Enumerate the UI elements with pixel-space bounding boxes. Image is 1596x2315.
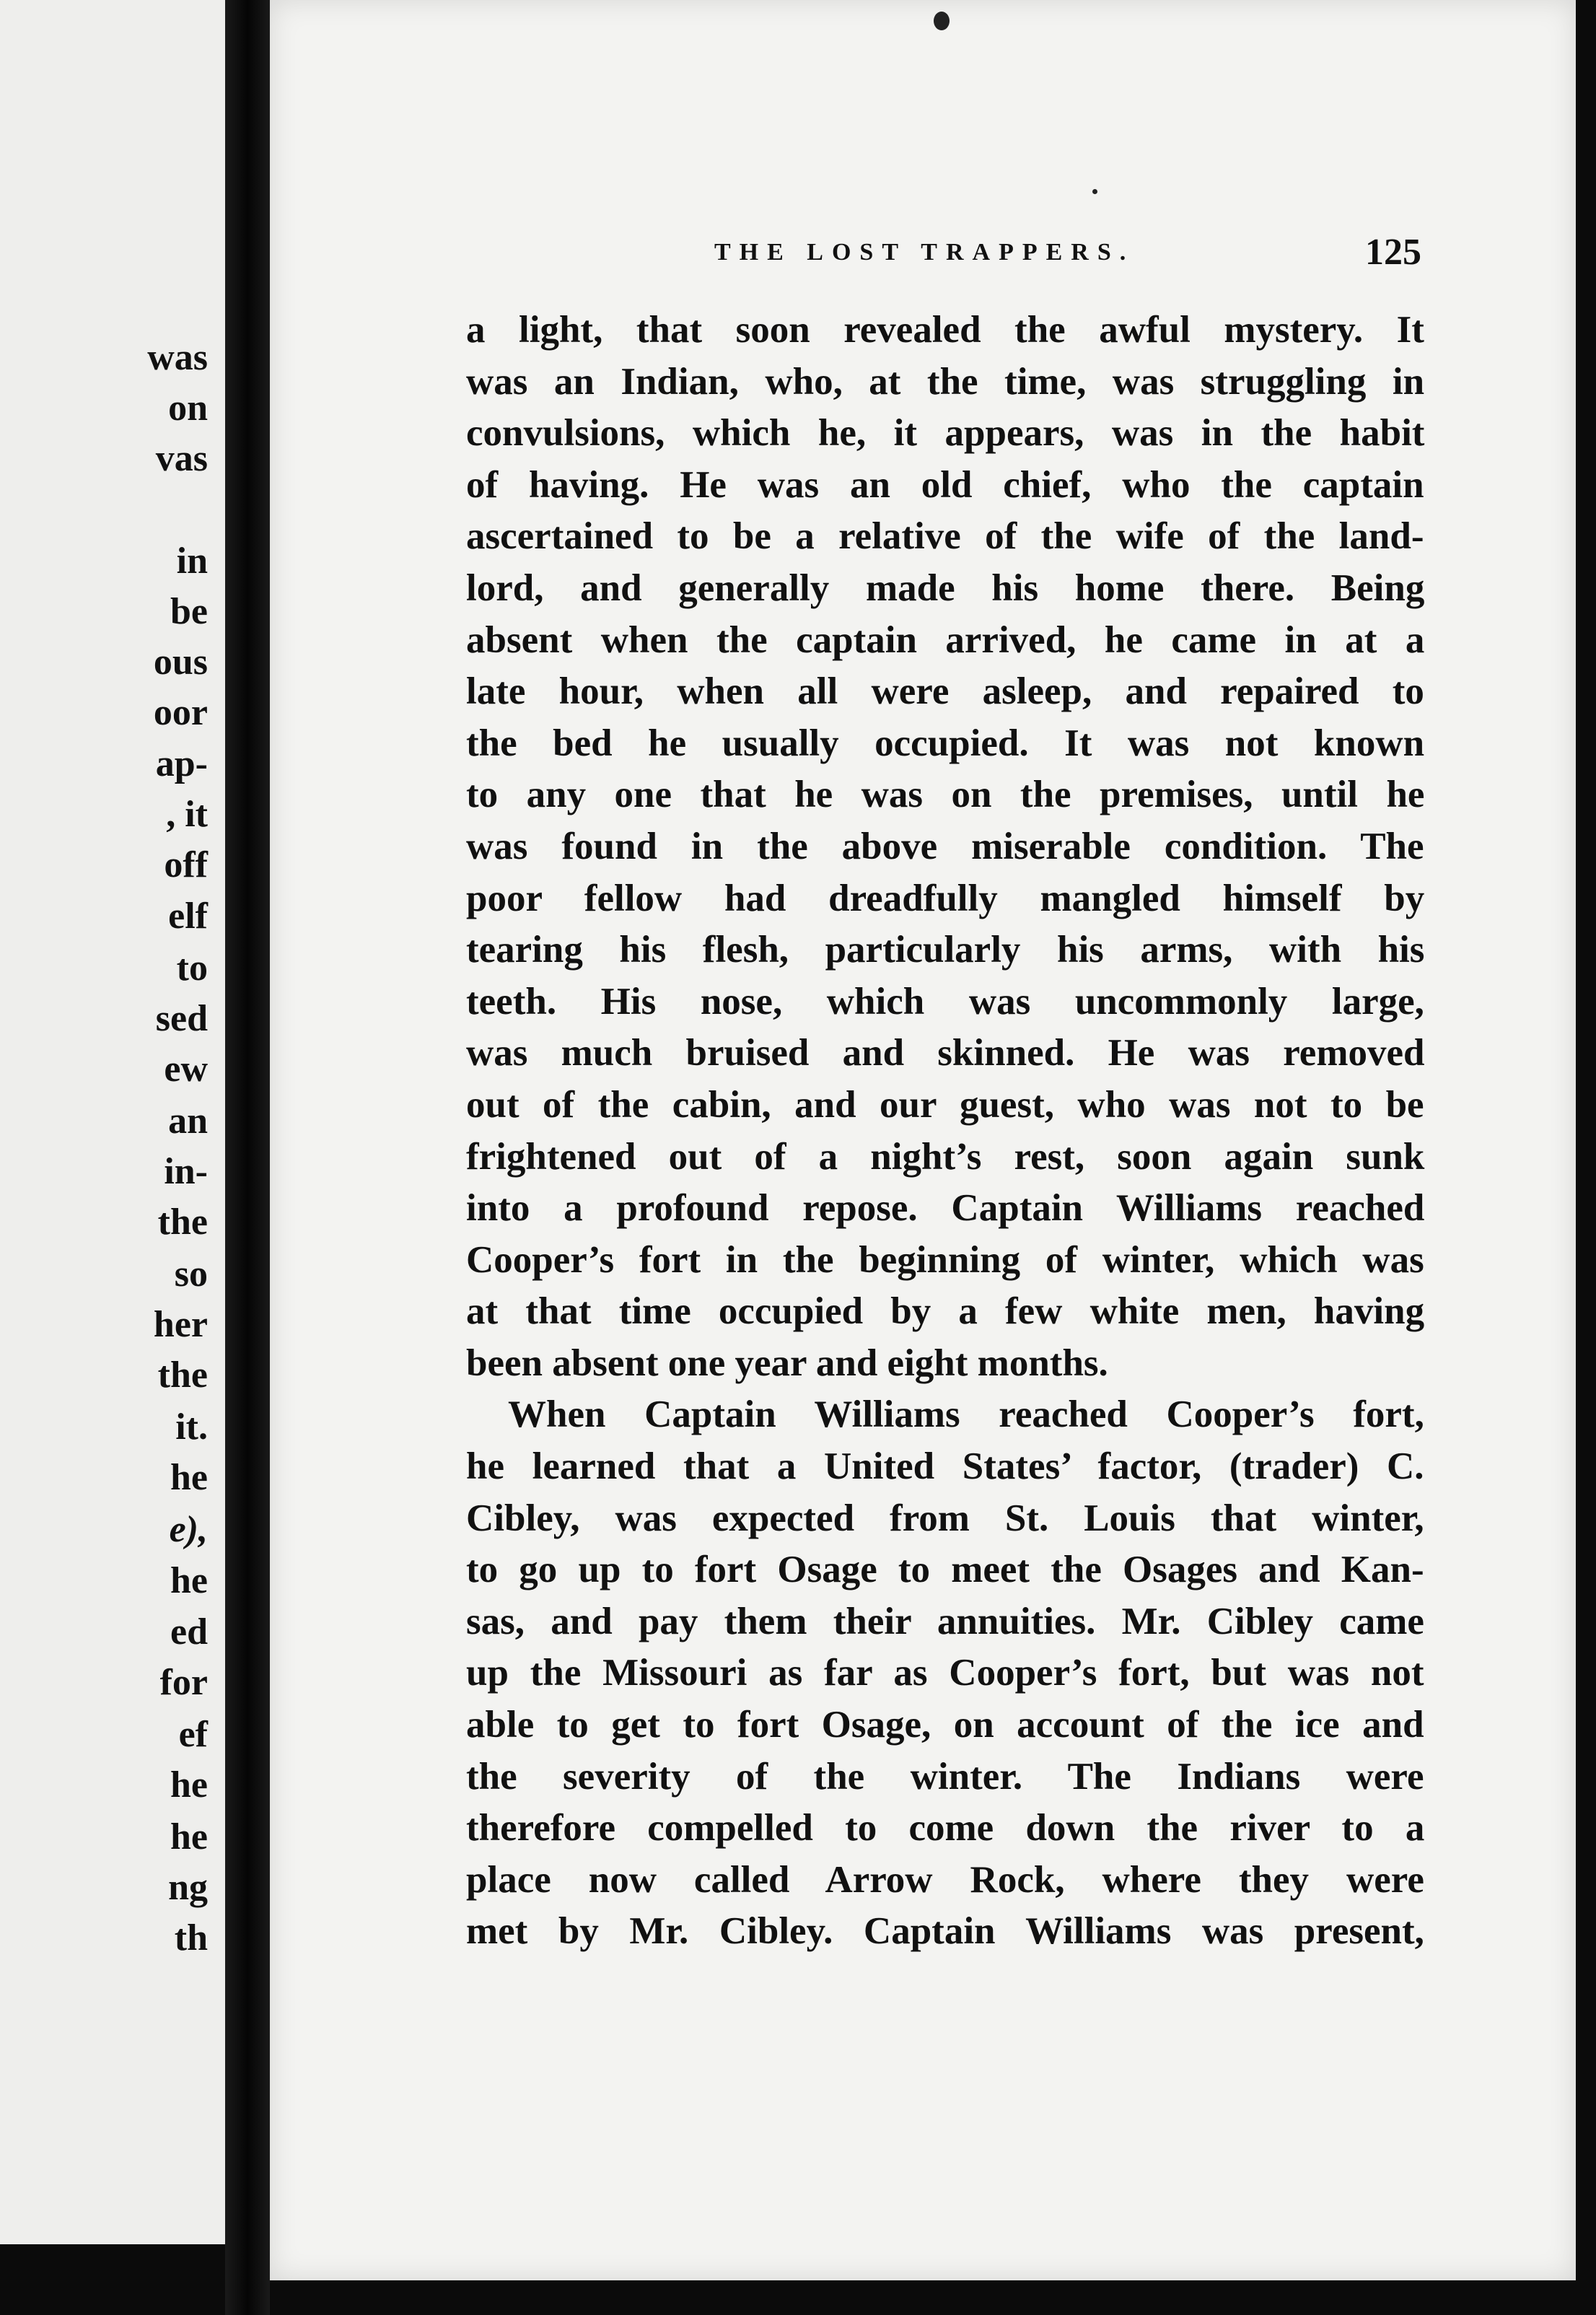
page-number: 125 xyxy=(1365,232,1421,273)
left-fragment: ew xyxy=(164,1049,208,1090)
text-line: was much bruised and skinned. He was removed xyxy=(466,1032,1425,1075)
left-fragment: ed xyxy=(170,1611,208,1653)
left-fragment: vas xyxy=(155,438,208,479)
text-line: the bed he usually occupied. It was not known xyxy=(466,722,1425,764)
text-line: of having. He was an old chief, who the captain xyxy=(466,463,1424,506)
text-line: out of the cabin, and our guest, who was not to be xyxy=(466,1083,1424,1126)
body-text xyxy=(466,305,1424,1958)
left-fragment: ef xyxy=(178,1714,208,1755)
text-line: therefore compelled to come down the river to a xyxy=(466,1807,1425,1850)
text-line-paragraph-start: When Captain Williams reached Cooper’s fort, xyxy=(508,1393,1424,1436)
text-line-paragraph-end: been absent one year and eight months. xyxy=(466,1342,1108,1384)
text-line: place now called Arrow Rock, where they were xyxy=(466,1858,1424,1901)
left-fragment: an xyxy=(168,1100,208,1142)
text-line: frightened out of a night’s rest, soon again sunk xyxy=(466,1135,1425,1178)
text-line: at that time occupied by a few white men, having xyxy=(466,1290,1425,1333)
left-fragment: elf xyxy=(168,896,208,937)
text-line: late hour, when all were asleep, and repaired to xyxy=(466,670,1424,713)
left-fragment: in- xyxy=(164,1151,208,1192)
previous-page-fragment xyxy=(0,0,225,2244)
left-fragment: so xyxy=(174,1253,208,1295)
left-fragment: it. xyxy=(175,1406,208,1448)
text-line: up the Missouri as far as Cooper’s fort, but was not xyxy=(466,1652,1424,1694)
text-line: Cibley, was expected from St. Louis that winter, xyxy=(466,1497,1424,1539)
left-fragment: , it xyxy=(166,794,208,835)
left-fragment: be xyxy=(170,591,208,632)
scan-speck xyxy=(1092,189,1097,194)
left-fragment: for xyxy=(159,1662,208,1703)
text-line: to any one that he was on the premises, until he xyxy=(466,774,1425,816)
text-line: tearing his flesh, particularly his arms, with his xyxy=(466,929,1425,971)
left-fragment: on xyxy=(168,388,208,429)
left-fragment: he xyxy=(170,1764,208,1806)
left-fragment: ng xyxy=(168,1867,208,1908)
text-line: the severity of the winter. The Indians were xyxy=(466,1755,1424,1798)
left-fragment: he xyxy=(170,1816,208,1857)
left-fragment: ous xyxy=(153,642,208,683)
text-line: to go up to fort Osage to meet the Osages and Kan- xyxy=(466,1549,1424,1591)
left-fragment: e), xyxy=(169,1509,208,1550)
running-title: THE LOST TRAPPERS. xyxy=(714,239,1135,266)
text-line: teeth. His nose, which was uncommonly large, xyxy=(466,980,1424,1023)
text-line: Cooper’s fort in the beginning of winter, which was xyxy=(466,1238,1424,1281)
text-line: ascertained to be a relative of the wife of the land- xyxy=(466,515,1424,558)
text-line: a light, that soon revealed the awful mystery. It xyxy=(466,309,1424,351)
text-line: met by Mr. Cibley. Captain Williams was present, xyxy=(466,1910,1424,1953)
text-line: able to get to fort Osage, on account of the ice and xyxy=(466,1704,1424,1746)
left-fragment: th xyxy=(174,1917,208,1959)
left-fragment: the xyxy=(157,1202,208,1243)
text-line: poor fellow had dreadfully mangled himself by xyxy=(466,877,1425,919)
left-fragment: off xyxy=(164,844,208,885)
left-fragment: ap- xyxy=(155,743,208,784)
book-gutter xyxy=(225,0,270,2315)
scan-speck xyxy=(934,12,950,30)
left-fragment: he xyxy=(170,1457,208,1498)
left-fragment: in xyxy=(176,541,208,582)
left-fragment: was xyxy=(147,337,208,378)
text-line: was an Indian, who, at the time, was struggling in xyxy=(466,360,1425,403)
left-fragment: he xyxy=(170,1560,208,1601)
left-fragment: the xyxy=(157,1355,208,1396)
text-line: absent when the captain arrived, he came in at a xyxy=(466,618,1425,661)
left-fragment: her xyxy=(153,1304,208,1345)
left-fragment: oor xyxy=(153,692,208,733)
left-fragment: sed xyxy=(155,998,208,1039)
text-line: was found in the above miserable condition. The xyxy=(466,825,1424,867)
text-line: he learned that a United States’ factor, (trader) C. xyxy=(466,1445,1424,1488)
text-line: sas, and pay them their annuities. Mr. Cibley came xyxy=(466,1600,1424,1642)
text-line: lord, and generally made his home there. Being xyxy=(466,566,1425,609)
text-line: convulsions, which he, it appears, was in the habit xyxy=(466,412,1425,455)
text-line: into a profound repose. Captain Williams reached xyxy=(466,1187,1425,1230)
running-head xyxy=(440,232,1421,273)
left-fragment: to xyxy=(176,948,208,989)
